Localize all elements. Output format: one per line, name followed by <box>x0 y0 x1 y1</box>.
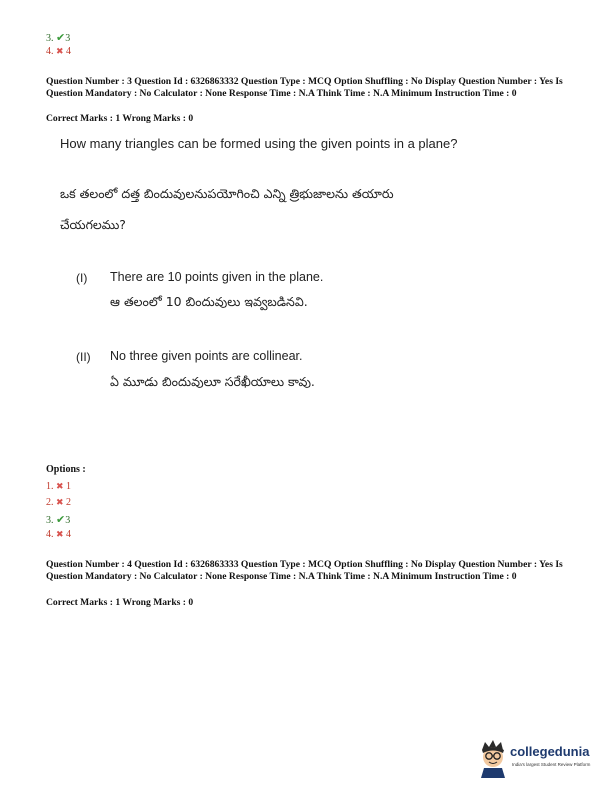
mascot-icon <box>476 738 510 778</box>
statement-1-telugu: ఆ తలంలో 10 బిందువులు ఇవ్వబడినవి. <box>110 294 308 309</box>
question-3-meta: Question Number : 3 Question Id : 6326863332 Question Type : MCQ Option Shuffling : No Display Question Number : Yes Is Question Mandatory : No Calculator : None Response Time : N.A Think Time : N.A Minimum Instruction Time : 0 <box>46 76 563 99</box>
cross-icon: ✖ <box>56 46 64 56</box>
logo-tagline: India's largest Student Review Platform <box>512 762 591 767</box>
question-4-meta: Question Number : 4 Question Id : 6326863333 Question Type : MCQ Option Shuffling : No Display Question Number : Yes Is Question Mandatory : No Calculator : None Response Time : N.A Think Time : N.A Minimum Instruction Time : 0 <box>46 559 563 582</box>
option-3: 3. ✔3 <box>46 514 71 526</box>
statement-1-english: There are 10 points given in the plane. <box>110 270 324 284</box>
question-4-marks: Correct Marks : 1 Wrong Marks : 0 <box>46 597 194 608</box>
statement-1-number: (I) <box>76 271 88 285</box>
option-1: 1. ✖ 1 <box>46 481 72 492</box>
collegedunia-logo <box>476 738 606 780</box>
question-3-marks: Correct Marks : 1 Wrong Marks : 0 <box>46 113 194 124</box>
option-2: 2. ✖ 2 <box>46 497 72 508</box>
statement-2-telugu: ఏ మూడు బిందువులూ సరేఖీయాలు కావు. <box>110 374 315 389</box>
option-4: 4. ✖ 4 <box>46 529 72 540</box>
prev-option-3: 3. ✔3 <box>46 32 71 44</box>
question-text-english: How many triangles can be formed using the given points in a plane? <box>60 136 458 151</box>
question-text-telugu-line2: చేయగలము? <box>60 217 126 232</box>
check-icon: ✔ <box>56 32 66 44</box>
cross-icon: ✖ <box>56 481 64 491</box>
statement-2-english: No three given points are collinear. <box>110 349 303 363</box>
cross-icon: ✖ <box>56 497 64 507</box>
options-label: Options : <box>46 464 86 475</box>
question-text-telugu-line1: ఒక తలంలో దత్త బిందువులనుపయోగించి ఎన్ని త్రిభుజాలను తయారు <box>60 186 394 201</box>
check-icon: ✔ <box>56 514 66 526</box>
logo-name: collegedunia <box>510 744 590 759</box>
statement-2-number: (II) <box>76 350 91 364</box>
prev-option-4: 4. ✖ 4 <box>46 46 72 57</box>
cross-icon: ✖ <box>56 529 64 539</box>
